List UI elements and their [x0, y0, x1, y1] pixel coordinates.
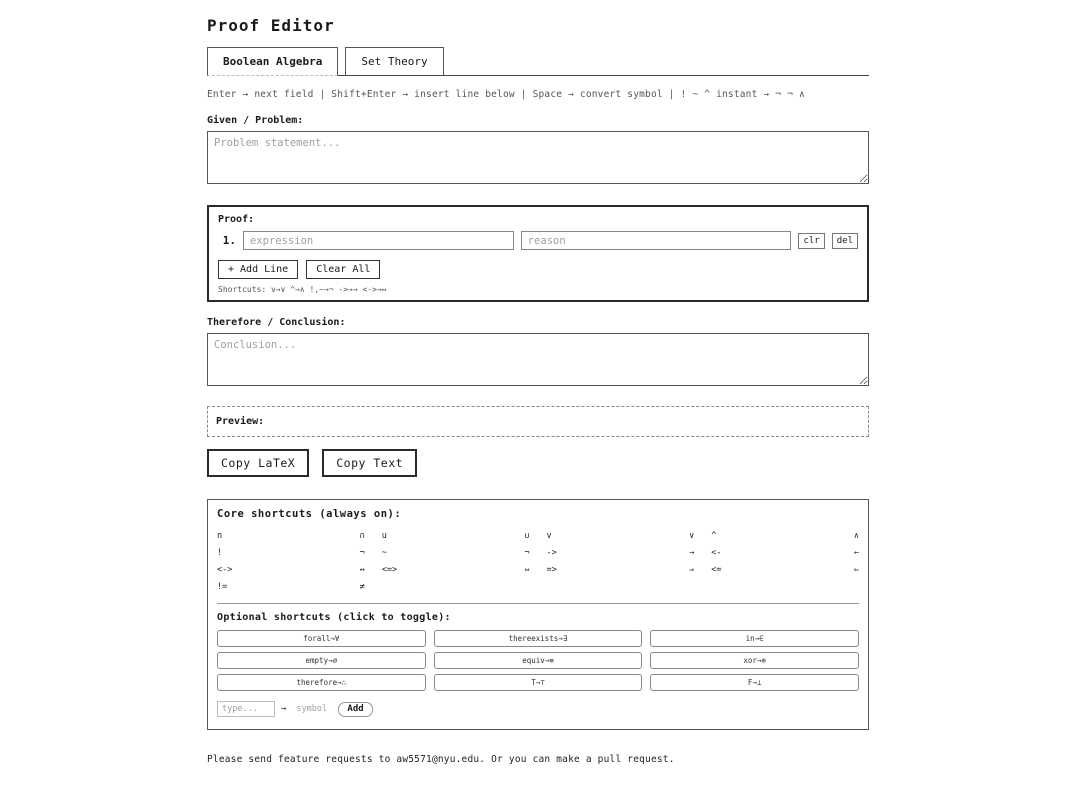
proof-line-number: 1.	[222, 234, 236, 247]
footer-note: Please send feature requests to aw5571@nyu.edu. Or you can make a pull request.	[207, 754, 675, 765]
core-shortcut-item: v ∨	[546, 531, 695, 541]
toggle-in-button[interactable]: in→∈	[650, 630, 859, 647]
add-shortcut-button[interactable]: Add	[338, 702, 372, 717]
core-shortcut-item: <= ⇐	[711, 565, 859, 575]
shortcuts-panel	[207, 499, 869, 730]
proof-shortcuts-hint: Shortcuts: v→∨ ^→∧ !,~→¬ ->→→ <->→↔	[218, 285, 387, 294]
keyboard-hint: Enter → next field | Shift+Enter → insert line below | Space → convert symbol | ! ~ ^ instant → ¬ ¬ ∧	[207, 89, 805, 100]
core-shortcut-item: <-> ↔	[217, 565, 365, 575]
core-shortcut-item: ! ¬	[217, 548, 365, 558]
optional-shortcuts-grid	[217, 630, 859, 691]
delete-line-button[interactable]: del	[832, 233, 858, 249]
clear-line-button[interactable]: clr	[798, 233, 824, 249]
toggle-equiv-button[interactable]: equiv→≡	[434, 652, 643, 669]
toggle-forall-button[interactable]: forall→∀	[217, 630, 426, 647]
copy-actions	[207, 449, 869, 477]
copy-latex-button[interactable]: Copy LaTeX	[207, 449, 309, 477]
toggle-true-button[interactable]: T→⊤	[434, 674, 643, 691]
proof-label: Proof:	[218, 214, 255, 225]
core-shortcut-item: ^ ∧	[711, 531, 859, 541]
optional-shortcuts-title: Optional shortcuts (click to toggle):	[217, 612, 451, 623]
custom-shortcut-type-input[interactable]	[217, 701, 275, 717]
toggle-empty-button[interactable]: empty→∅	[217, 652, 426, 669]
core-shortcut-item: != ≠	[217, 582, 365, 592]
custom-shortcut-symbol-input[interactable]	[292, 701, 332, 717]
toggle-false-button[interactable]: F→⊥	[650, 674, 859, 691]
proof-editor-app	[207, 0, 869, 765]
core-shortcut-item: => ⇒	[546, 565, 695, 575]
given-label: Given / Problem:	[207, 115, 304, 126]
copy-text-button[interactable]: Copy Text	[322, 449, 417, 477]
tab-boolean-algebra[interactable]: Boolean Algebra	[207, 47, 338, 76]
core-shortcut-item: ~ ¬	[381, 548, 530, 558]
conclusion-label: Therefore / Conclusion:	[207, 317, 346, 328]
panel-divider	[217, 603, 859, 604]
page-title: Proof Editor	[207, 16, 335, 35]
tab-set-theory[interactable]: Set Theory	[345, 47, 443, 76]
core-shortcut-item: u ∪	[381, 531, 530, 541]
given-textarea[interactable]	[207, 131, 869, 184]
reason-input[interactable]	[521, 231, 792, 250]
core-shortcuts-grid	[217, 531, 859, 592]
core-shortcuts-title: Core shortcuts (always on):	[217, 508, 402, 520]
proof-line-row	[218, 231, 858, 250]
core-shortcut-item: <=> ⇔	[381, 565, 530, 575]
proof-actions	[218, 260, 858, 279]
clear-all-button[interactable]: Clear All	[306, 260, 380, 279]
preview-label: Preview:	[216, 416, 265, 427]
core-shortcut-item: n ∩	[217, 531, 365, 541]
core-shortcut-item: -> →	[546, 548, 695, 558]
proof-panel	[207, 205, 869, 302]
toggle-thereexists-button[interactable]: thereexists→∃	[434, 630, 643, 647]
custom-shortcut-row	[217, 701, 859, 717]
preview-box	[207, 406, 869, 437]
tab-bar	[207, 47, 869, 76]
conclusion-textarea[interactable]	[207, 333, 869, 386]
expression-input[interactable]	[243, 231, 514, 250]
add-line-button[interactable]: + Add Line	[218, 260, 298, 279]
arrow-icon: →	[281, 704, 287, 714]
toggle-therefore-button[interactable]: therefore→∴	[217, 674, 426, 691]
toggle-xor-button[interactable]: xor→⊕	[650, 652, 859, 669]
core-shortcut-item: <- ←	[711, 548, 859, 558]
